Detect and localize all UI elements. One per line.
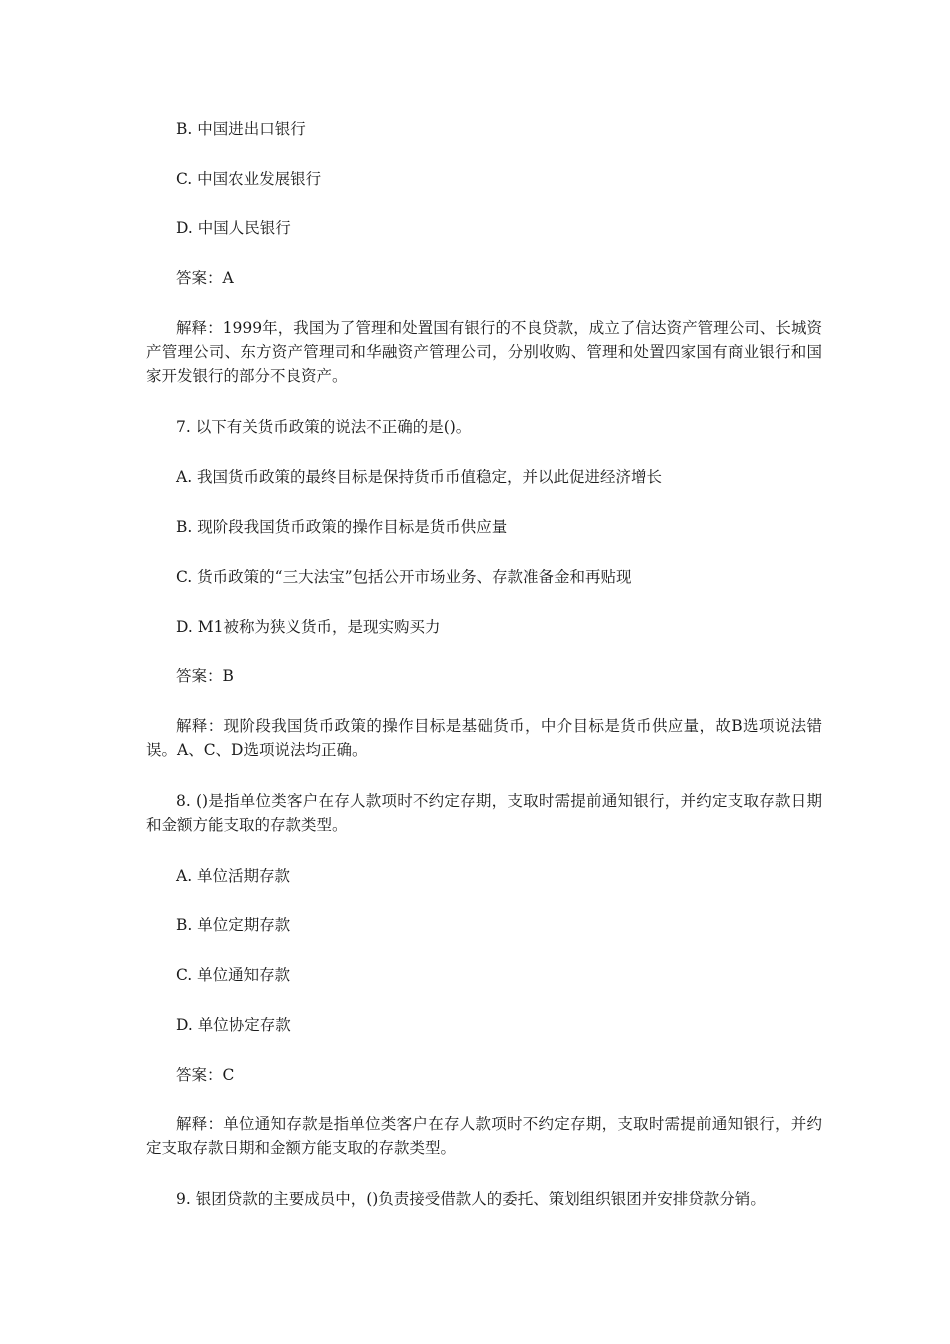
option-c-q8: C. 单位通知存款 xyxy=(176,966,291,984)
option-c-q7: C. 货币政策的“三大法宝”包括公开市场业务、存款准备金和再贴现 xyxy=(176,568,632,586)
option-d-q7: D. M1被称为狭义货币，是现实购买力 xyxy=(176,618,441,636)
explanation-q6: 解释：1999年，我国为了管理和处置国有银行的不良贷款，成立了信达资产管理公司、长城资产管理公司、东方资产管理司和华融资产管理公司，分别收购、管理和处置四家国有商业银行和国家开发银行的部分不良资产。 xyxy=(146,319,822,385)
option-a-q7: A. 我国货币政策的最终目标是保持货币币值稳定，并以此促进经济增长 xyxy=(176,468,663,486)
question-9: 9. 银团贷款的主要成员中，()负责接受借款人的委托、策划组织银团并安排贷款分销。 xyxy=(176,1190,766,1208)
option-b-q6: B. 中国进出口银行 xyxy=(176,120,306,138)
option-d-q8: D. 单位协定存款 xyxy=(176,1016,291,1034)
answer-q6: 答案：A xyxy=(176,269,234,287)
option-b-q7: B. 现阶段我国货币政策的操作目标是货币供应量 xyxy=(176,518,508,536)
question-7: 7. 以下有关货币政策的说法不正确的是()。 xyxy=(176,418,472,436)
explanation-q7: 解释：现阶段我国货币政策的操作目标是基础货币，中介目标是货币供应量，故B选项说法错误。A、C、D选项说法均正确。 xyxy=(146,717,822,759)
option-a-q8: A. 单位活期存款 xyxy=(176,867,291,885)
option-b-q8: B. 单位定期存款 xyxy=(176,916,291,934)
option-c-q6: C. 中国农业发展银行 xyxy=(176,170,322,188)
answer-q7: 答案：B xyxy=(176,667,234,685)
option-d-q6: D. 中国人民银行 xyxy=(176,219,291,237)
answer-q8: 答案：C xyxy=(176,1066,235,1084)
question-8: 8. ()是指单位类客户在存人款项时不约定存期，支取时需提前通知银行，并约定支取存款日期和金额方能支取的存款类型。 xyxy=(146,792,822,834)
explanation-q8: 解释：单位通知存款是指单位类客户在存人款项时不约定存期，支取时需提前通知银行，并约定支取存款日期和金额方能支取的存款类型。 xyxy=(146,1115,822,1157)
